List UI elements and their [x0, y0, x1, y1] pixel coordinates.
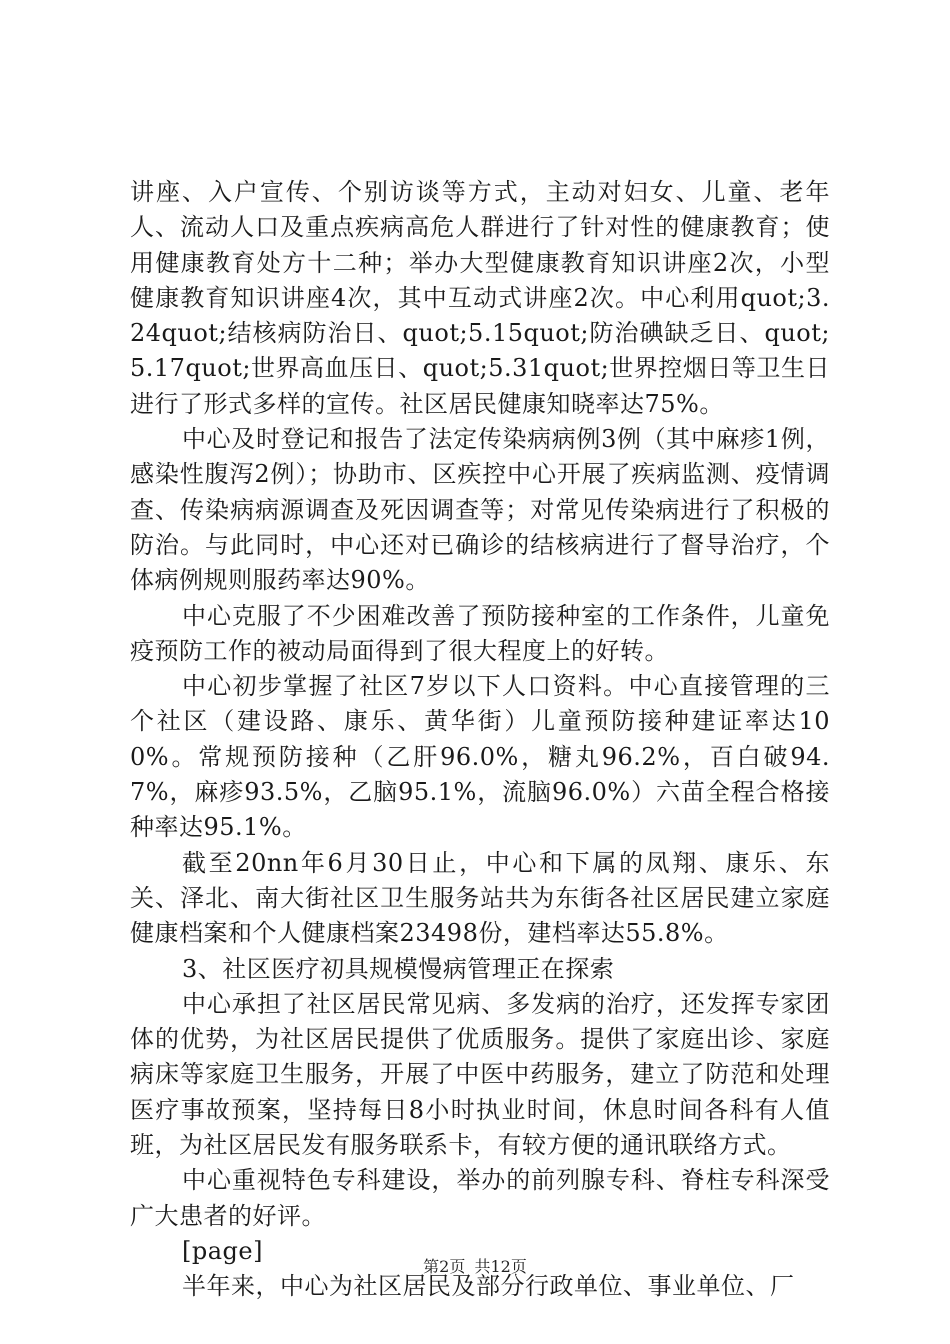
paragraph-half-year-summary: 半年来，中心为社区居民及部分行政单位、事业单位、厂: [182, 1272, 795, 1301]
paragraph-medical-services: 中心承担了社区居民常见病、多发病的治疗，还发挥专家团体的优势，为社区居民提供了优质服务。提供了家庭出诊、家庭病床等家庭卫生服务，开展了中医中药服务，建立了防范和处理医疗事故预案，坚持每日8小时执业时间，休息时间各科有人值班，为社区居民发有服务联系卡，有较方便的通讯联络方式。: [130, 989, 830, 1160]
page-number: 第2页: [423, 1257, 466, 1276]
section-heading-medical-services: 3、社区医疗初具规模慢病管理正在探索: [182, 954, 615, 983]
paragraph-vaccination-rates: 中心初步掌握了社区7岁以下人口资料。中心直接管理的三个社区（建设路、康乐、黄华街）儿童预防接种建证率达100%。常规预防接种（乙肝96.0%，糖丸96.2%，百白破94.7%，麻疹93.5%，乙脑95.1%，流脑96.0%）六苗全程合格接种率达95.1%。: [130, 672, 830, 842]
page-footer: [0, 1254, 950, 1277]
paragraph-specialties: 中心重视特色专科建设，举办的前列腺专科、脊柱专科深受广大患者的好评。: [130, 1166, 830, 1230]
paragraph-infectious-disease: 中心及时登记和报告了法定传染病病例3例（其中麻疹1例，感染性腹泻2例）；协助市、区疾控中心开展了疾病监测、疫情调查、传染病病源调查及死因调查等；对常见传染病进行了积极的防治。与此同时，中心还对已确诊的结核病进行了督导治疗，个体病例规则服药率达90%。: [130, 425, 830, 595]
document-body: [130, 175, 830, 1305]
page-marker: [page]: [182, 1236, 263, 1265]
paragraph-health-education-continued: 讲座、入户宣传、个别访谈等方式，主动对妇女、儿童、老年人、流动人口及重点疾病高危人群进行了针对性的健康教育；使用健康教育处方十二种；举办大型健康教育知识讲座2次，小型健康教育知识讲座4次，其中互动式讲座2次。中心利用quot;3.24quot;结核病防治日、quot;5.15quot;防治碘缺乏日、quot;5.17quot;世界高血压日、quot;5.31quot;世界控烟日等卫生日进行了形式多样的宣传。社区居民健康知晓率达75%。: [130, 178, 830, 418]
total-pages: 共12页: [474, 1257, 527, 1276]
paragraph-health-records: 截至20nn年6月30日止，中心和下属的凤翔、康乐、东关、泽北、南大街社区卫生服务站共为东街各社区居民建立家庭健康档案和个人健康档案23498份，建档率达55.8%。: [130, 848, 830, 948]
paragraph-vaccination-room: 中心克服了不少困难改善了预防接种室的工作条件，儿童免疫预防工作的被动局面得到了很大程度上的好转。: [130, 601, 830, 665]
